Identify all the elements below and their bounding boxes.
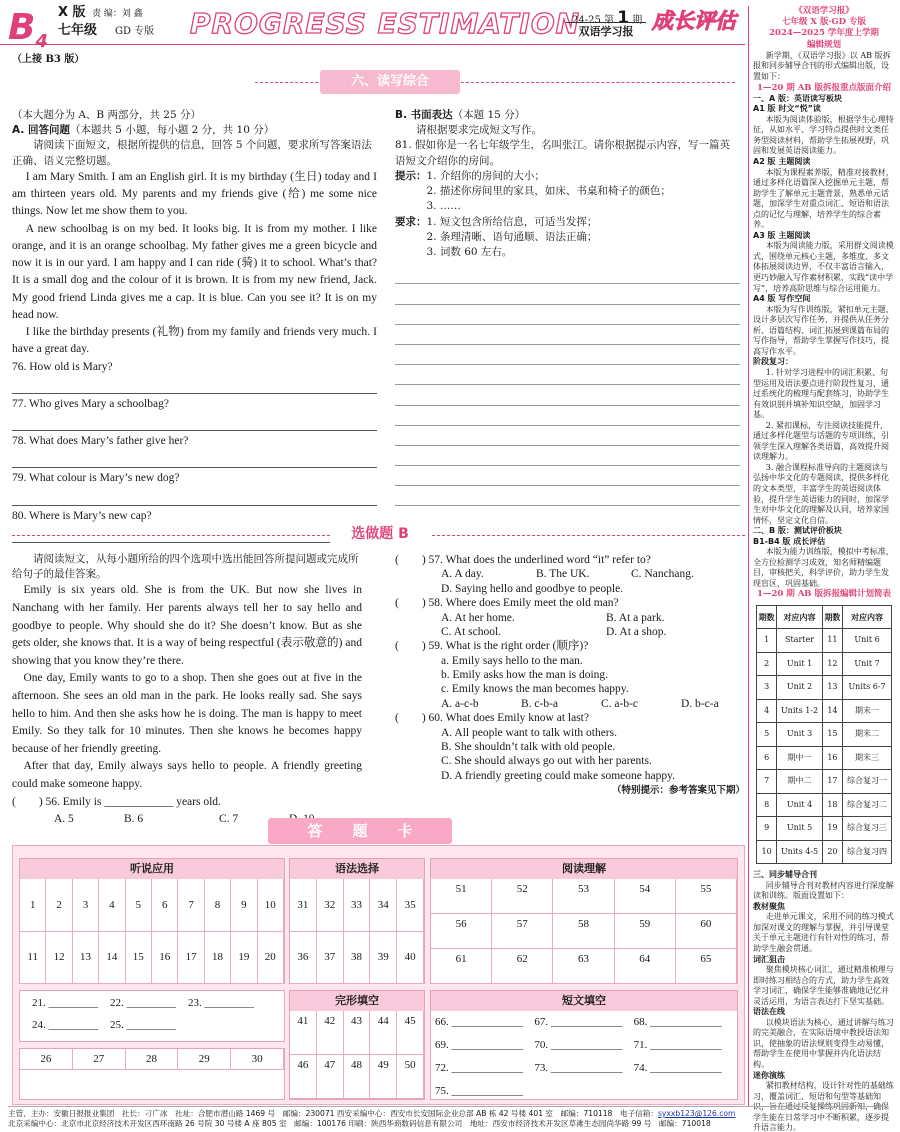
answer-line-80[interactable] [12,525,377,543]
answer-cell[interactable]: 36 [290,931,317,984]
option[interactable]: D. A friendly greeting could make someone happy. [441,769,675,782]
answer-cell[interactable]: 57 [492,914,553,949]
answer-cell[interactable]: 17 [178,931,204,984]
option[interactable]: B. At a park. [606,611,665,624]
short-fill-header: 短文填空 [431,991,737,1011]
writing-line[interactable] [395,284,740,304]
page-logo-b4: $B_4$ [8,7,48,53]
part-b-instruction: 请根据要求完成短文写作。 [416,124,542,137]
sidebar-a3: A3 版 主题阅读 [753,230,811,240]
answer-cell[interactable]: 26 [20,1049,73,1070]
items-26-30-row [20,1049,284,1069]
listening-header: 听说应用 [20,859,284,879]
fill-item[interactable]: 70. _____________ [534,1038,623,1051]
part-b-heading: B. 书面表达（本题 15 分） [395,109,526,121]
answer-cell[interactable]: 1 [20,879,46,932]
option[interactable]: A. 5 [54,812,74,825]
sidebar-section-c: 三、同步辅导合刊 [753,870,817,880]
sidebar: 《双语学习报》 七年级 X 版·GD 专版 2024—2025 学年度上学期 编辑规划 新学期，《双语学习报》以 AB 版拆报和同步辅导合刊的形式编辑出版，设置如下： 1—20 期 AB 版拆报重点版面介绍 一、A 版：英语读写板块 A1 版 时文“悦”读 本版为阅读体验版，根据学生心理特征，从如水平、学习特点提供时文类任务型阅读材料，帮助学生拓展视野，巩固和发展英语阅读能力。 A2 版 主题阅读 本版为课程素养版，精准对接教材，通过多样化语篇深入挖掘单元主题，帮助学生了解单元主题背景，熟悉单元话题，加深学生对重点词汇、短语和语法点的记忆与理解，培养学生的综合素养。 A3 版 主题阅读 本版为阅读能力版，采用群文阅读模式，围绕单元核心主题，多维度、多文体拓展阅读边界，不仅丰富语言输入，更巧妙融入写作素材积累，实践“读中学写”，培养高阶思维与综合运用能力。 A4 版 写作空间 本版为写作训练版，紧扣单元主题，设计多层次写作任务，并提供从任务分析、语篇结构、词汇拓展到课篇布局的写作指导，帮助学生掌握写作技巧，提高写作水平。 阶段复习： 1. 针对学习进程中的词汇积累、句型运用及语法要点进行阶段性复习，通过系统化的梳理与配套练习，协助学生有效识别并填补知识空缺，加固学习基。 2. 紧扣课标，专注阅读技能提升，通过多样化题型与话题的专项训练，引领学生深入理解各类语篇，高效提升阅读理解力。 3. 融合课程标准导向的主题阅读与弘扬中华文化的专题阅读，提供多样化的文本类型，丰富学生的英语阅读体验，提升学生英语能力的同时，加深学生对中华文化的理解及认同，培养家国情怀，坚定文化自信。 二、B 版：测试评价板块 B1-B4 版 成长评估 本版为能力训练版，模拟中考标准，全方位检测学习成效，知名师精编题目，审核把关，科学评价，助力学生发现盲区，巩固基础。 1—20 期 AB 版拆报编辑计划简表 期数 对应内容 期数 对应内容 1 Starter 11 Unit 6 2 Unit 1 12 Unit 7 3 Unit 2 13 Units 6-7 4 Units 1-2 14 期末一 5 Unit 3 15 期末二 6 期中一 16 期末三 7 期中二 17 综合复习一 8 Unit 4 18 综合复习二 9 Unit 5 19 综合复习三 10 Units 4-5 20 综合复习四 三、同步辅导合刊 同步辅导合刊对教材内容进行深度解读和训练。版面设置如下： 教材聚焦 走进单元课文，采用不同的练习模式加深对课文的理解与掌握，并引导课堂关于单元主题进行有针对性的练习，帮助学生融会贯通。 词汇狙击 聚焦模块核心词汇，通过精准梳理与即时练习相结合的方式，助力学生高效学习词汇，确保学生能够准确地记忆并灵活运用，为语言表达打下坚实基础。 语法在线 以模块语法为核心，通过讲解与练习的完美融合，在实际语境中教授语法知识，使抽象的语法规则变得生动易懂，帮助学生在使用中掌握并内化语法结构。 迷你演练 紧扣教材结构，设计针对性的基础练习，覆盖词汇、短语和句型等基础知识，旨在通过反复操练巩固新知，确保学生能在日常学习中不断积累，逐步提升语言能力。 [748,6,895,1106]
sidebar-a4: A4 版 写作空间 [753,294,811,304]
answer-line-76[interactable] [12,376,377,394]
answer-cell[interactable]: 3 [73,879,99,932]
answer-cell[interactable]: 18 [205,931,231,984]
answer-cell[interactable]: 45 [397,1011,424,1055]
answer-cell[interactable]: 30 [231,1049,284,1070]
requirements-block: 要求： 1. 短文包含所给信息，可适当发挥； 2. 条理清晰、语句通顺、语法正确； 3. 词数 60 左右。 [395,215,740,261]
passage-paragraph: One day, Emily wants to go to a shop. Then she goes out at five in the afternoon. She sees an old man in the park. He looks really sad. She says hello to him. And then she asks how he is doing. The man is happy to meet Emily. So they talk for 10 minutes. Then she knows he becomes happy because of her friendly greeting. [12,672,362,755]
answer-cell[interactable]: 39 [370,931,397,984]
answer-cell[interactable]: 19 [231,931,257,984]
plan-table-row: 1 Starter 11 Unit 6 [757,629,892,653]
hint-item: 1. 介绍你的房间的大小； [426,169,545,182]
question-60: ( ) 60. What does Emily know at last? A. All people want to talk with others. B. She shouldn’t talk with old people. C. She should always go out with her parents. D. A friendly greeting could make someone happy. [395,711,745,783]
writing-prompt: 81. 假如你是一名七年级学生，名叫张江。请你根据提示内容，写一篇英语短文介绍你的房间。 [395,139,731,167]
answer-cell[interactable]: 46 [290,1055,317,1099]
option[interactable]: D. b-c-a [681,697,719,710]
question-56: ( ) 56. Emily is ____________ years old. A. 5 B. 6 C. 7 [12,794,362,829]
answer-cell[interactable]: 63 [553,949,614,984]
short-fill-box [430,990,738,1100]
answer-cell[interactable]: 59 [615,914,676,949]
grammar-box [289,858,425,984]
answer-cell[interactable]: 2 [46,879,72,932]
answer-cell[interactable]: 35 [397,879,424,932]
answer-cell[interactable]: 55 [676,879,737,914]
option[interactable]: D. At a shop. [606,625,667,638]
req-item: 3. 词数 60 左右。 [426,245,513,258]
answer-cell[interactable]: 56 [431,914,492,949]
answer-card-title: 答 题 卡 [268,818,452,844]
part-a-passage [12,169,377,359]
optional-left-column [12,552,362,828]
writing-line[interactable] [395,486,740,506]
answer-line-78[interactable] [12,450,377,468]
question-78: 78. What does Mary’s father give her? [12,435,189,448]
continued-note: （上接 B3 版） [12,54,85,65]
answer-cell[interactable]: 14 [99,931,125,984]
option[interactable]: C. Nanchang. [631,568,694,581]
sidebar-head: 《双语学习报》 七年级 X 版·GD 专版 2024—2025 学年度上学期 编辑规划 [769,6,879,50]
writing-line[interactable] [395,264,740,284]
fill-item[interactable]: 69. _____________ [435,1038,523,1051]
question-list [12,359,377,543]
fill-item[interactable]: 71. _____________ [633,1038,722,1051]
option[interactable]: C. 7 [219,812,239,825]
grammar-row [290,931,424,983]
cloze-header: 完形填空 [290,991,424,1011]
answer-cell[interactable]: 47 [317,1055,344,1099]
cloze-row [290,1011,424,1055]
answer-cell[interactable]: 54 [615,879,676,914]
answer-cell[interactable]: 38 [344,931,371,984]
growth-title: 成长评估 [652,9,736,33]
answer-cell[interactable]: 49 [370,1055,397,1099]
passage-paragraph: I like the birthday presents (礼物) from my family and friends very much. I have a great day. [12,326,377,356]
sidebar-a2: A2 版 主题阅读 [753,157,811,167]
reading-row [431,949,737,984]
sidebar-red-heading: 1—20 期 AB 版拆报重点版面介绍 [757,82,891,93]
page-title: PROGRESS ESTIMATION [190,7,581,40]
option[interactable]: B. The UK. [536,568,590,581]
question-59: ( ) 59. What is the right order (顺序)? a. Emily says hello to the man. b. Emily asks how the man is doing. c. Emily knows the man becomes happy. A. a-c-b B. c-b-a C. a-b-c D. b-c-a [395,640,719,710]
answer-cell[interactable]: 44 [370,1011,397,1055]
req-item: 1. 短文包含所给信息，可适当发挥； [426,215,598,228]
answer-cell[interactable]: 52 [492,879,553,914]
answer-card [12,845,745,1105]
answer-line-79[interactable] [12,488,377,506]
question-79: 79. What colour is Mary’s new dog? [12,472,180,485]
plan-table-row: 2 Unit 1 12 Unit 7 [757,652,892,676]
answer-note: （特别提示：参考答案见下期） [611,785,745,796]
editor-label: 责 编：刘 鑫 [92,9,143,19]
question-57: ( ) 57. What does the underlined word “it” refer to? A. A day. B. The UK. C. Nanchang. D. Saying hello and goodbye to people. [395,553,745,596]
fill-21-25-box [19,990,285,1042]
plan-table-row: 7 期中二 17 综合复习一 [757,770,892,794]
writing-line[interactable] [395,446,740,466]
sidebar-stage: 阶段复习： [753,357,793,367]
hint-item: 2. 描述你房间里的家具，如床、书桌和椅子的颜色； [426,185,671,198]
answer-cell[interactable]: 27 [73,1049,126,1070]
plan-table-row: 6 期中一 16 期末三 [757,746,892,770]
plan-table-row: 4 Units 1-2 14 期末一 [757,699,892,723]
writing-line[interactable] [395,466,740,486]
issue-number: 24-25 第 1 期 [572,8,643,28]
fill-item[interactable]: 67. _____________ [534,1016,623,1028]
writing-line[interactable] [395,426,740,446]
cloze-row [290,1055,424,1099]
page-footer [8,1106,888,1130]
option[interactable]: C. She should always go out with her parents. [441,755,652,768]
answer-cell[interactable]: 37 [317,931,344,984]
answer-cell[interactable]: 50 [397,1055,424,1099]
answer-cell[interactable]: 62 [492,949,553,984]
passage-paragraph: A new schoolbag is on my bed. It looks big. It is from my mother. I like orange, and it is an orange schoolbag. My father gives me a green bicycle and now it is in our yard. I am happy and I can ride (骑) it to school. What’s that? It is a small dog and the colour of it is brown. It is from my new friend, Jack. My good friend Linda gives me a cap. It is blue. Can you see it? It is on my head now. [12,222,377,321]
answer-cell[interactable]: 40 [397,931,424,984]
grammar-row [290,879,424,931]
answer-cell[interactable]: 29 [178,1049,231,1070]
answer-cell[interactable]: 41 [290,1011,317,1055]
answer-cell[interactable]: 9 [231,879,257,932]
footer-line: 北京采编中心：北京市北京经济技术开发区西环南路 26 号院 30 号楼 A 座 805 室 邮编：100176 印刷：陕西华商数码信息有限公司 地址：西安市经济技术开发区草滩生态园尚华路 99 号 邮编：710018 [8,1119,711,1129]
header-divider [0,44,745,45]
option[interactable]: A. A day. [441,568,484,581]
question-80: 80. Where is Mary’s new cap? [12,509,152,522]
answer-cell[interactable]: 48 [344,1055,371,1099]
option[interactable]: D. Saying hello and goodbye to people. [441,582,624,595]
plan-table-row: 5 Unit 3 15 期末二 [757,723,892,747]
optional-right-column [395,553,745,797]
writing-area[interactable] [395,264,740,506]
answer-cell[interactable]: 42 [317,1011,344,1055]
reading-header: 阅读理解 [431,859,737,879]
answer-cell[interactable]: 60 [676,914,737,949]
question-77: 77. Who gives Mary a schoolbag? [12,397,169,410]
answer-cell[interactable]: 4 [99,879,125,932]
fill-item[interactable]: 21. _________ [32,997,98,1009]
option[interactable]: B. 6 [124,812,144,825]
answer-cell[interactable]: 51 [431,879,492,914]
reading-row [431,879,737,914]
edition-label: X 版 [58,5,86,20]
optional-title: 选做题 B [330,524,430,544]
short-fill-items [431,1011,737,1100]
optional-passage [12,582,362,793]
passage-paragraph: After that day, Emily always says hello to people. A friendly greeting could make someone happy. [12,760,362,790]
option[interactable]: C. a-b-c [601,697,639,710]
writing-line[interactable] [395,406,740,426]
items-26-30-box [19,1048,285,1100]
fill-item[interactable]: 66. _____________ [435,1016,523,1028]
fill-item[interactable]: 68. _____________ [633,1016,722,1028]
part-a-heading: A. 回答问题（本题共 5 小题，每小题 2 分，共 10 分） [12,124,275,137]
answer-cell[interactable]: 53 [553,879,614,914]
sidebar-section-a: 一、A 版：英语读写板块 [753,93,842,103]
listening-row [20,879,284,931]
fill-item[interactable]: 74. _____________ [633,1061,722,1074]
fill-item[interactable]: 73. _____________ [534,1061,623,1074]
option[interactable]: B. c-b-a [521,697,559,710]
answer-cell[interactable]: 32 [317,879,344,932]
fill-item[interactable]: 24. _________ [32,1018,98,1031]
option[interactable]: A. a-c-b [441,697,479,710]
answer-line-77[interactable] [12,413,377,431]
answer-cell[interactable]: 28 [126,1049,179,1070]
answer-cell[interactable]: 43 [344,1011,371,1055]
section-banner: 六、读写综合 [320,70,460,94]
answer-cell[interactable]: 33 [344,879,371,932]
part-note: （本大题分为 A、B 两部分，共 25 分） [12,109,202,121]
fill-item[interactable]: 75. _____________ [435,1084,523,1097]
answer-cell[interactable]: 5 [126,879,152,932]
listening-box [19,858,285,984]
writing-line[interactable] [395,305,740,325]
sidebar-intro: 新学期，《双语学习报》以 AB 版拆报和同步辅导合刊的形式编辑出版，设置如下： [753,50,891,81]
part-a-instruction: 请阅读下面短文，根据所提供的信息，回答 5 个问题，要求所写答案语法正确、语义完整切题。 [12,139,372,167]
paper-name: 双语学习报 [566,22,646,40]
cloze-box [289,990,425,1100]
question-58: ( ) 58. Where does Emily meet the old man? A. At her home. B. At a park. C. At school. D. At a shop. [395,597,667,638]
fill-item[interactable]: 72. _____________ [435,1061,523,1074]
fill-item[interactable]: 25. _________ [110,1018,176,1031]
sidebar-section-b: 二、B 版：测试评价板块 [753,526,842,536]
part-b-column [395,108,740,506]
grammar-header: 语法选择 [290,859,424,879]
fill-item[interactable]: 22. _________ [110,997,176,1009]
hint-item: 3. …… [426,200,461,213]
answer-cell[interactable]: 12 [46,931,72,984]
writing-line[interactable] [395,325,740,345]
writing-line[interactable] [395,365,740,385]
answer-cell[interactable]: 15 [126,931,152,984]
option[interactable]: C. At school. [441,625,502,638]
option[interactable]: A. At her home. [441,611,515,624]
gd-label: GD 专版 [115,26,155,37]
answer-cell[interactable]: 34 [370,879,397,932]
plan-table-row: 9 Unit 5 19 综合复习三 [757,817,892,841]
footer-line: 主管、主办：安徽日报报业集团 社长：刁广冰 社址：合肥市潜山路 1469 号 邮编：230071 西安采编中心：西安市长安国际企业总部 AB 栋 42 号楼 401 室 邮编：710118 电子信箱：syxxb123@126.com [8,1109,736,1118]
answer-cell[interactable]: 8 [205,879,231,932]
grade-label: 七年级 [58,23,98,38]
answer-cell[interactable]: 20 [258,931,284,984]
req-item: 2. 条理清晰、语句通顺、语法正确； [426,230,598,243]
option[interactable]: A. All people want to talk with others. [441,726,617,739]
plan-table-row: 10 Units 4-5 20 综合复习四 [757,840,892,864]
writing-line[interactable] [395,345,740,365]
sidebar-plan-heading: 1—20 期 AB 版拆报编辑计划简表 [757,589,891,600]
optional-instruction: 请阅读短文，从每小题所给的四个选项中选出能回答所提问题或完成所给句子的最佳答案。 [12,553,359,581]
part-a-column [12,108,377,543]
answer-cell[interactable]: 31 [290,879,317,932]
plan-table [756,605,892,865]
hints-block: 提示： 1. 介绍你的房间的大小； 2. 描述你房间里的家具，如床、书桌和椅子的颜色； 3. …… [395,169,740,215]
reading-box [430,858,738,984]
passage-paragraph: I am Mary Smith. I am an English girl. It is my birthday (生日) today and I am thirteen years old. My parents and my friends give (给) me some nice things. Now let me show them to you. [12,170,377,218]
fill-item[interactable]: 23. _________ [188,997,254,1009]
option[interactable]: B. She shouldn’t talk with old people. [441,740,616,753]
reading-row [431,914,737,949]
plan-table-row: 8 Unit 4 18 综合复习二 [757,793,892,817]
email-link[interactable]: syxxb123@126.com [657,1109,736,1118]
answer-cell[interactable]: 13 [73,931,99,984]
plan-table-header: 期数 对应内容 期数 对应内容 [757,605,892,629]
answer-cell[interactable]: 58 [553,914,614,949]
answer-cell[interactable]: 61 [431,949,492,984]
answer-cell[interactable]: 65 [676,949,737,984]
answer-cell[interactable]: 16 [152,931,178,984]
writing-line[interactable] [395,385,740,405]
answer-cell[interactable]: 10 [258,879,284,932]
question-76: 76. How old is Mary? [12,360,113,373]
answer-cell[interactable]: 7 [178,879,204,932]
plan-table-row: 3 Unit 2 13 Units 6-7 [757,676,892,700]
answer-cell[interactable]: 6 [152,879,178,932]
answer-cell[interactable]: 64 [615,949,676,984]
answer-cell[interactable]: 11 [20,931,46,984]
sidebar-a1: A1 版 时文“悦”读 [753,104,821,114]
listening-row [20,931,284,983]
passage-paragraph: Emily is six years old. She is from the UK. But now she lives in Nanchang with her family. Her parents always tell her to say hello and goodbye to people. Why should she do it? She doesn’t know. But as she gets older, she knows that. It is a way of being respectful (表示敬意的) and showing that you know they’re there. [12,584,362,667]
